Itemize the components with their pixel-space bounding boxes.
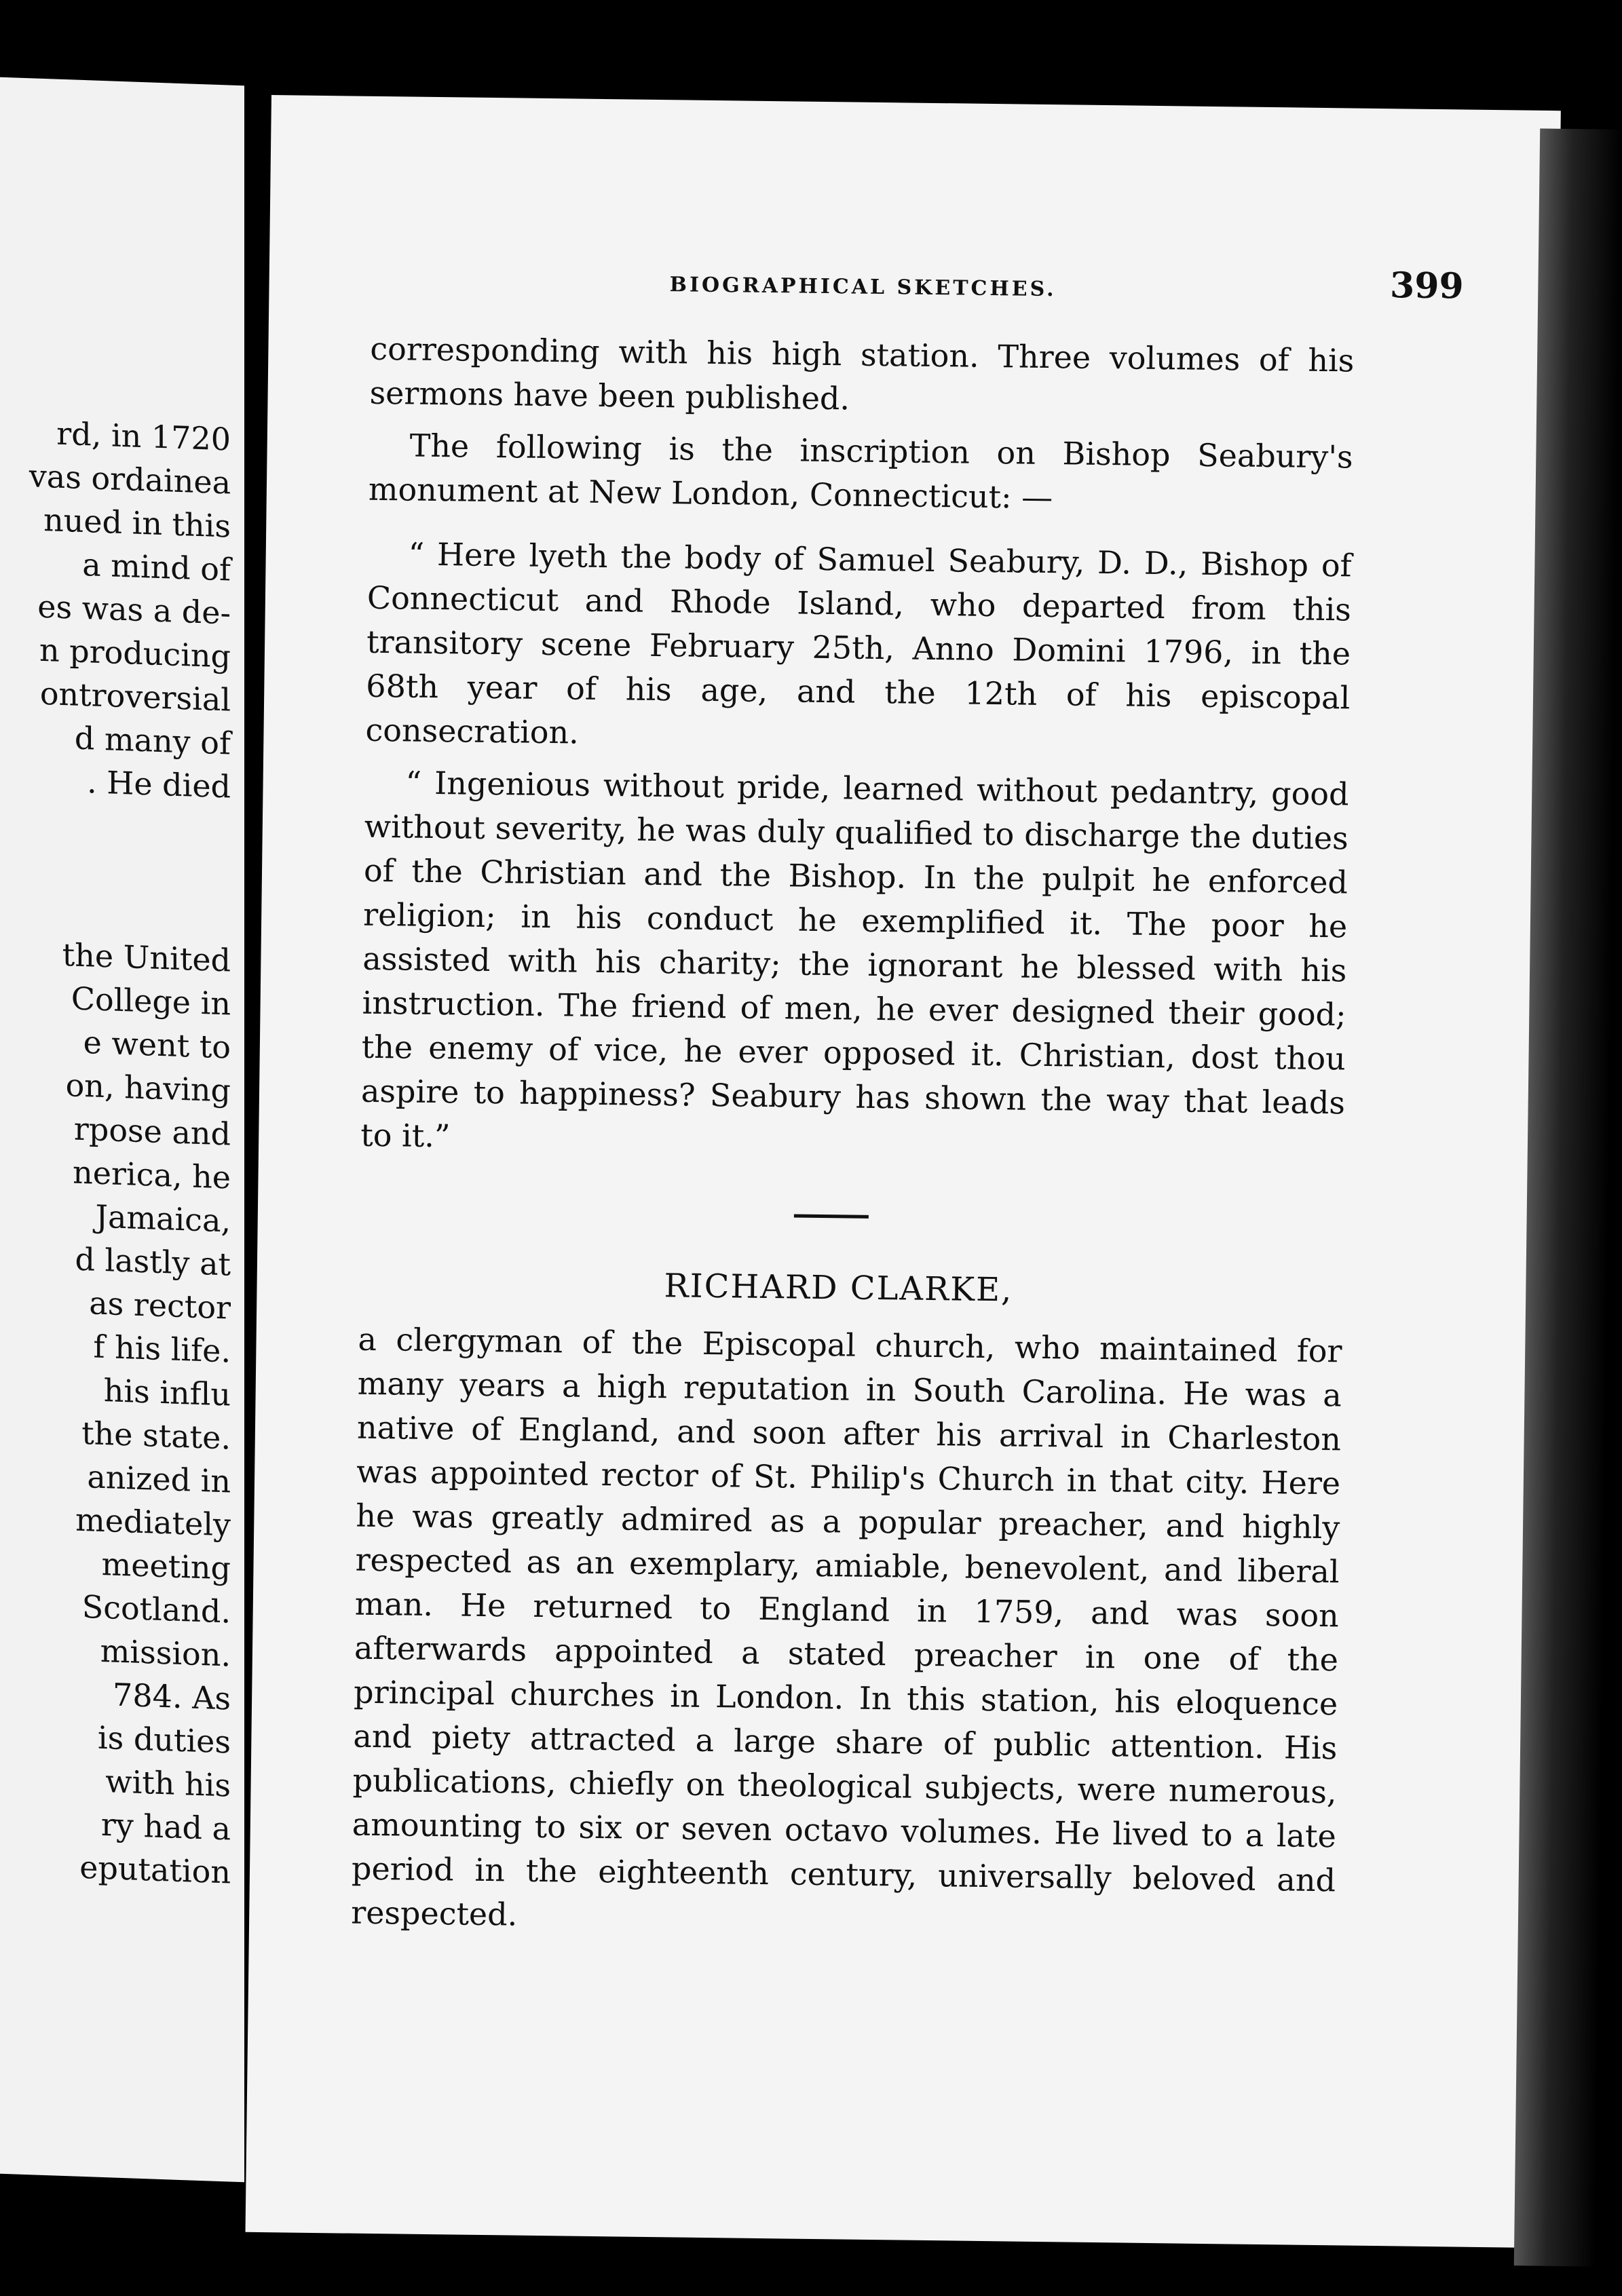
paragraph-2: The following is the inscription on Bishop Seabury's monument at New London, Connecticut: —	[368, 427, 1353, 516]
left-page-line: . He died	[86, 763, 231, 805]
left-page-line	[7, 887, 231, 939]
left-page-line: nued in this	[43, 501, 231, 545]
left-page-line: mission.	[100, 1632, 231, 1674]
inscription-paragraph-1: “ Here lyeth the body of Samuel Seabury, D. D., Bishop of Connecticut and Rhode Island, who departed from this transitory scene February 25th, Anno Domini 1796, in the 68th year of his age, and the 12th of his episcopal consecration.	[365, 535, 1352, 751]
left-page-line: rpose and	[73, 1110, 231, 1153]
inscription-paragraph-2: “ Ingenious without pride, learned without pedantry, good without severity, he was duly qualified to discharge the duties of the Christian and the Bishop. In the pulpit he enforced religion; in his conduct he exemplified it. The poor he assisted with his charity; the ignorant he blessed with his instruction. The friend of men, he ever designed their good; the enemy of vice, he ever opposed it. Christian, dost thou aspire to happiness? Seabury has shown the way that leads to it.”	[360, 764, 1349, 1155]
left-page-line: meeting	[101, 1545, 231, 1587]
left-page-line	[7, 801, 231, 852]
left-page-line: the state.	[81, 1414, 231, 1457]
left-page-line: d lastly at	[75, 1240, 231, 1283]
left-page-line: rd, in 1720	[56, 415, 231, 458]
right-page	[246, 95, 1561, 2248]
running-header: BIOGRAPHICAL SKETCHES.	[669, 273, 1057, 302]
left-page-line: vas ordainea	[29, 457, 231, 501]
left-page-line: Scotland.	[81, 1588, 231, 1630]
left-page-line: ry had a	[100, 1805, 231, 1848]
left-page-line: eputation	[79, 1848, 231, 1891]
left-page-text	[7, 410, 231, 1894]
left-page-line: ontroversial	[39, 674, 231, 719]
left-page-line: the United	[62, 936, 231, 979]
section-divider	[794, 1214, 869, 1219]
left-page-line: nerica, he	[73, 1153, 231, 1196]
page-number: 399	[1389, 265, 1465, 307]
text-block-bottom	[351, 1318, 1342, 1955]
left-page-line: his influ	[103, 1372, 231, 1413]
left-page-line: es was a de-	[37, 588, 231, 632]
left-page-line: n producing	[39, 631, 231, 675]
left-page-line: as rector	[89, 1284, 231, 1326]
section-heading: RICHARD CLARKE,	[664, 1267, 1013, 1309]
left-page-line: a mind of	[82, 546, 231, 588]
left-page-line: 784. As	[113, 1676, 231, 1717]
left-page-line: on, having	[65, 1067, 231, 1109]
left-page-line	[7, 844, 231, 896]
paragraph-1: corresponding with his high station. Three volumes of his sermons have been published.	[369, 330, 1355, 417]
left-page-line: is duties	[97, 1719, 231, 1761]
left-page-line: anized in	[87, 1458, 231, 1500]
left-page-line: e went to	[83, 1023, 231, 1066]
left-page-line: d many of	[74, 719, 231, 762]
left-page-line: mediately	[75, 1501, 231, 1544]
left-page	[0, 77, 244, 2183]
left-page-line: College in	[71, 980, 231, 1022]
left-page-line: Jamaica,	[95, 1198, 231, 1240]
left-page-line: with his	[105, 1763, 231, 1804]
paragraph-5: a clergyman of the Episcopal church, who maintained for many years a high reputation in South Carolina. He was a native of England, and soon after his arrival in Charleston was appointed rector of St. Philip's Church in that city. Here he was greatly admired as a popular preacher, and highly respected as an exemplary, amiable, benevolent, and liberal man. He returned to England in 1759, and was soon afterwards appointed a stated preacher in one of the principal churches in London. In this station, his eloquence and piety attracted a large share of public attention. His publications, chiefly on theological subjects, were numerous, amounting to six or seven octavo volumes. He lived to a late period in the eighteenth century, universally beloved and respected.	[350, 1320, 1342, 1933]
left-page-line: f his life.	[93, 1328, 231, 1370]
text-block-top	[360, 327, 1355, 1178]
